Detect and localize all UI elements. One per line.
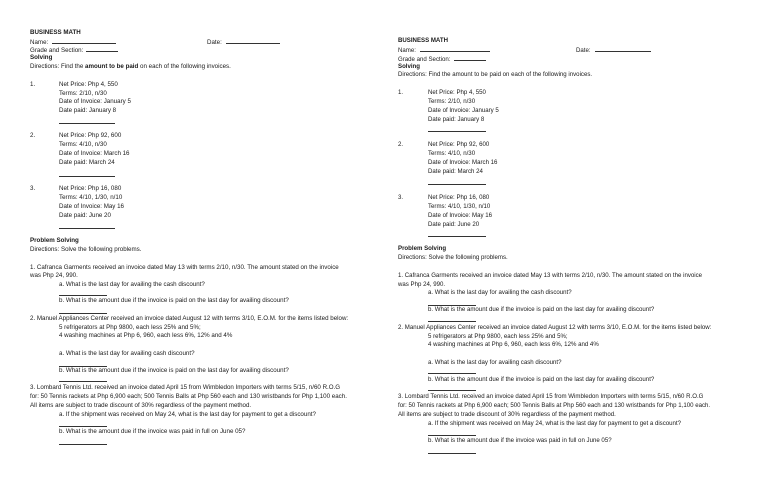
answer-blank [59, 381, 107, 382]
question-b: b. What is the amount due if the invoice was paid in full on June 05? [428, 437, 612, 444]
problem-2-text: 2. Manuel Appliances Center received an invoice dated August 12 with terms 3/10, E.O.M. for the items listed below: [398, 324, 712, 331]
question-a: a. If the shipment was received on May 24, what is the last day for payment to get a discount? [59, 411, 316, 418]
item-net-price: Net Price: Php 92, 600 [428, 141, 490, 148]
subject-title: BUSINESS MATH [398, 37, 448, 44]
question-b: b. What is the amount due if the invoice is paid on the last day for availing discount? [428, 306, 655, 313]
item-invoice-date: Date of Invoice: March 16 [59, 150, 130, 157]
answer-blank [428, 236, 486, 237]
item-terms: Terms: 2/10, n/30 [428, 98, 476, 105]
answer-blank [428, 373, 476, 374]
question-b: b. What is the amount due if the invoice is paid on the last day for availing discount? [428, 376, 655, 383]
item-net-price: Net Price: Php 16, 080 [428, 194, 490, 201]
item-net-price: Net Price: Php 4, 550 [428, 89, 486, 96]
name-label: Name: [30, 39, 49, 46]
item-date-paid: Date paid: January 8 [59, 107, 117, 114]
solving-directions: Directions: Find the amount to be paid on each of the following invoices. [398, 71, 593, 78]
question-b: b. What is the amount due if the invoice was paid in full on June 05? [59, 428, 246, 435]
directions-text: Directions: Find the [30, 63, 86, 70]
question-a: a. What is the last day for availing the cash discount? [428, 289, 572, 296]
item-net-price: Net Price: Php 4, 550 [59, 81, 118, 88]
item-invoice-date: Date of Invoice: January 5 [428, 107, 499, 114]
item-net-price: Net Price: Php 92, 600 [59, 132, 122, 139]
problem-1-text: 1. Cafranca Garments received an invoice dated May 13 with terms 2/10, n/30. The amount stated on the invoice [30, 264, 339, 271]
item-invoice-date: Date of Invoice: May 16 [428, 212, 493, 219]
item-invoice-date: Date of Invoice: May 16 [59, 203, 125, 210]
problem-1-text: 1. Cafranca Garments received an invoice dated May 13 with terms 2/10, n/30. The amount stated on the invoice [398, 272, 703, 279]
question-a: a. What is the last day for availing cash discount? [59, 350, 195, 357]
answer-blank [428, 453, 476, 454]
problem-2-text: 4 washing machines at Php 6, 960, each less 6%, 12% and 4% [59, 332, 233, 339]
item-terms: Terms: 4/10, n/30 [59, 141, 107, 148]
item-terms: Terms: 2/10, n/30 [59, 90, 107, 97]
item-date-paid: Date paid: June 20 [428, 221, 480, 228]
answer-blank [428, 435, 476, 436]
item-terms: Terms: 4/10, 1/30, n/10 [428, 203, 491, 210]
solving-directions [30, 64, 231, 70]
answer-blank [428, 131, 486, 132]
question-a: a. What is the last day for availing the cash discount? [59, 281, 205, 288]
item-invoice-date: Date of Invoice: March 16 [428, 159, 498, 166]
answer-blank [59, 295, 107, 296]
answer-blank [428, 390, 476, 391]
date-label: Date: [207, 39, 222, 46]
question-a: a. What is the last day for availing cash discount? [428, 359, 562, 366]
directions-emphasis: amount to be paid [85, 63, 139, 70]
answer-blank [428, 184, 486, 185]
item-terms: Terms: 4/10, 1/30, n/10 [59, 194, 123, 201]
name-blank [52, 38, 116, 44]
date-blank [595, 46, 651, 52]
item-date-paid: Date paid: January 8 [428, 116, 485, 123]
grade-blank [454, 55, 486, 61]
question-b: b. What is the amount due if the invoice is paid on the last day for availing discount? [59, 297, 289, 304]
problem-2-text: 5 refrigerators at Php 9800, each less 25% and 5%; [428, 333, 568, 340]
date-line [207, 38, 280, 46]
problem-2-text: 5 refrigerators at Php 9800, each less 25% and 5%; [59, 324, 201, 331]
section-title-problem-solving: Problem Solving [398, 245, 447, 252]
problem-3-text: 3. Lombard Tennis Ltd. received an invoice dated April 15 from Wimbledon Importers with terms 5/15, n/60 R.O.G [398, 393, 704, 400]
item-number: 3. [398, 194, 404, 201]
section-title-problem-solving: Problem Solving [30, 237, 79, 244]
problem-3-text: All items are subject to trade discount of 30% regardless of the payment method. [398, 411, 616, 418]
question-b: b. What is the amount due if the invoice is paid on the last day for availing discount? [59, 367, 289, 374]
item-date-paid: Date paid: March 24 [59, 159, 115, 166]
problem-3-text: 3. Lombard Tennis Ltd. received an invoice dated April 15 from Wimbledon Importers with terms 5/15, n/60 R.O.G [30, 384, 341, 391]
subject-title: BUSINESS MATH [30, 29, 81, 36]
answer-blank [59, 444, 107, 445]
problem-1-text: was Php 24, 990. [398, 281, 446, 288]
directions-text: on each of the following invoices. [138, 63, 231, 70]
problem-1-text: was Php 24, 990. [30, 272, 78, 279]
problem-2-text: 4 washing machines at Php 6, 960, each less 6%, 12% and 4% [428, 341, 599, 348]
item-number: 1. [398, 89, 404, 96]
answer-blank [59, 313, 107, 314]
problem-directions: Directions: Solve the following problems. [30, 246, 142, 253]
section-title-solving: Solving [30, 54, 53, 61]
grade-line [398, 55, 486, 63]
item-terms: Terms: 4/10, n/30 [428, 150, 476, 157]
grade-line [30, 46, 118, 54]
answer-blank [59, 123, 115, 124]
name-blank [420, 46, 490, 52]
problem-2-text: 2. Manuel Appliances Center received an invoice dated August 12 with terms 3/10, E.O.M. for the items listed below: [30, 315, 349, 322]
grade-label: Grade and Section: [30, 47, 84, 54]
date-label: Date: [576, 47, 591, 54]
name-line [398, 46, 490, 54]
date-line [576, 46, 651, 54]
answer-blank [59, 228, 115, 229]
item-number: 2. [30, 132, 36, 139]
name-line [30, 38, 116, 46]
item-date-paid: Date paid: June 20 [59, 212, 111, 219]
grade-blank [86, 46, 118, 52]
grade-label: Grade and Section: [398, 56, 451, 63]
question-a: a. If the shipment was received on May 24, what is the last day for payment to get a discount? [428, 420, 682, 427]
problem-directions: Directions: Solve the following problems. [398, 254, 508, 261]
problem-3-text: for: 50 Tennis rackets at Php 6,900 each; 500 Tennis Balls at Php 560 each and 130 wristbands for Php 1,100 each. [398, 402, 711, 409]
item-number: 3. [30, 185, 36, 192]
item-date-paid: Date paid: March 24 [428, 168, 483, 175]
item-net-price: Net Price: Php 16, 080 [59, 185, 122, 192]
section-title-solving: Solving [398, 63, 421, 70]
problem-3-text: for: 50 Tennis rackets at Php 6,900 each; 500 Tennis Balls at Php 560 each and 130 wristbands for Php 1,100 each. [30, 393, 347, 400]
answer-blank [59, 426, 107, 427]
item-invoice-date: Date of Invoice: January 5 [59, 98, 131, 105]
item-number: 2. [398, 141, 404, 148]
date-blank [226, 38, 280, 44]
answer-blank [428, 321, 476, 322]
problem-3-text: All items are subject to trade discount of 30% regardless of the payment method. [30, 402, 252, 409]
name-label: Name: [398, 47, 416, 54]
item-number: 1. [30, 81, 36, 88]
answer-blank [59, 176, 115, 177]
